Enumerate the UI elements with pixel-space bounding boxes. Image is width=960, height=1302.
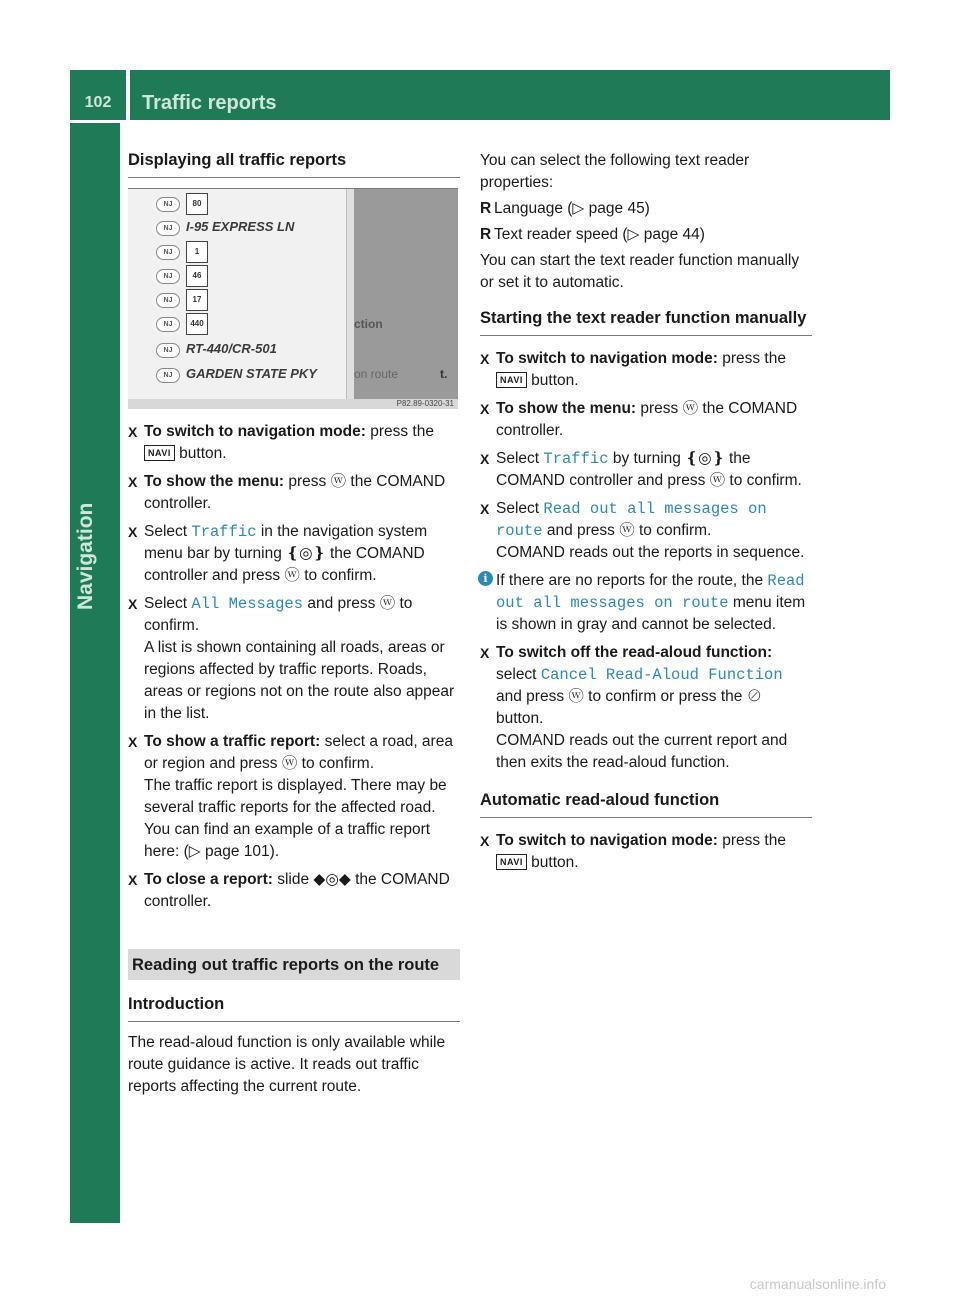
header-title: Traffic reports (142, 92, 277, 114)
instruction-step: X To switch to navigation mode: press the NAVI button. (128, 423, 434, 462)
section-heading-box (128, 949, 460, 980)
instruction-step: X To show the menu: press ⓦ the COMAND controller. (128, 473, 446, 512)
screenshot-traffic-list (128, 188, 458, 409)
paragraph: You can start the text reader function manually or set it to automatic. (480, 252, 800, 291)
bullet-item: R Language (▷ page 45) (480, 200, 650, 217)
screen-text: t. (440, 367, 448, 381)
instruction-step: X Select Read out all messages on route and press ⓦ to confirm. COMAND reads out the reports in sequence. (480, 500, 805, 561)
footer-watermark: carmanualsonline.info (749, 1276, 886, 1292)
instruction-step: X Select All Messages and press ⓦ to confirm. A list is shown containing all roads, areas or regions affected by traffic reports. Roads, areas or regions not on the route also appear in the list. (128, 595, 455, 722)
sidebar-label (74, 446, 98, 490)
instruction-step: X To close a report: slide ◆◎◆ the COMAND controller. (128, 871, 450, 910)
instruction-step: X To show the menu: press ⓦ the COMAND controller. (480, 400, 798, 439)
left-column (128, 150, 460, 1098)
screen-list: NJ 80 NJ I-95 EXPRESS LN NJ 1 NJ 46 NJ 17 NJ 440 NJ RT-440/CR-501 NJ GARDEN STATE PKY (128, 189, 346, 399)
instruction-step: X To switch to navigation mode: press the NAVI button. (480, 350, 786, 389)
navi-key-icon: NAVI (144, 445, 175, 461)
instruction-step: X To show a traffic report: select a road, area or region and press ⓦ to confirm. The traffic report is displayed. There may be several traffic reports for the affected road. You can find an example of a traffic report here: (▷ page 101). (128, 733, 453, 860)
heading-introduction: Introduction (128, 994, 460, 1022)
page-header (70, 70, 890, 120)
screen-right-panel (354, 189, 458, 399)
navi-key-icon: NAVI (496, 372, 527, 388)
heading-manual-reader: Starting the text reader function manually (480, 308, 812, 336)
instruction-step: X To switch to navigation mode: press the NAVI button. (480, 832, 786, 871)
screen-text: on route (354, 367, 399, 381)
bullet-item: R Text reader speed (▷ page 44) (480, 226, 705, 243)
navi-key-icon: NAVI (496, 854, 527, 870)
paragraph: You can select the following text reader properties: (480, 152, 750, 191)
heading-displaying-reports: Displaying all traffic reports (128, 150, 460, 178)
info-note: i If there are no reports for the route, the Read out all messages on route menu item is shown in gray and cannot be selected. (480, 570, 812, 636)
section-heading: Reading out traffic reports on the route (132, 956, 440, 974)
intro-paragraph: The read-aloud function is only available while route guidance is active. It reads out traffic reports affecting the current route. (128, 1034, 446, 1095)
instruction-step: X Select Traffic in the navigation system menu bar by turning ❴◎❵ the COMAND controller and press ⓦ to confirm. (128, 523, 428, 584)
screen-text: ction (354, 317, 383, 331)
heading-automatic: Automatic read-aloud function (480, 790, 812, 818)
sidebar-block (70, 123, 120, 1223)
instruction-step: X To switch off the read-aloud function: select Cancel Read-Aloud Function and press ⓦ to confirm or press the ⊘ button. COMAND reads out the current report and then exits the read-aloud function. (480, 644, 788, 771)
header-separator (126, 70, 130, 120)
right-column (480, 150, 812, 874)
screenshot-caption: P82.89-0320-31 (396, 399, 454, 408)
info-icon: i (478, 571, 493, 586)
page-number: 102 (84, 94, 112, 111)
instruction-step: X Select Traffic by turning ❴◎❵ the COMAND controller and press ⓦ to confirm. (480, 450, 802, 489)
